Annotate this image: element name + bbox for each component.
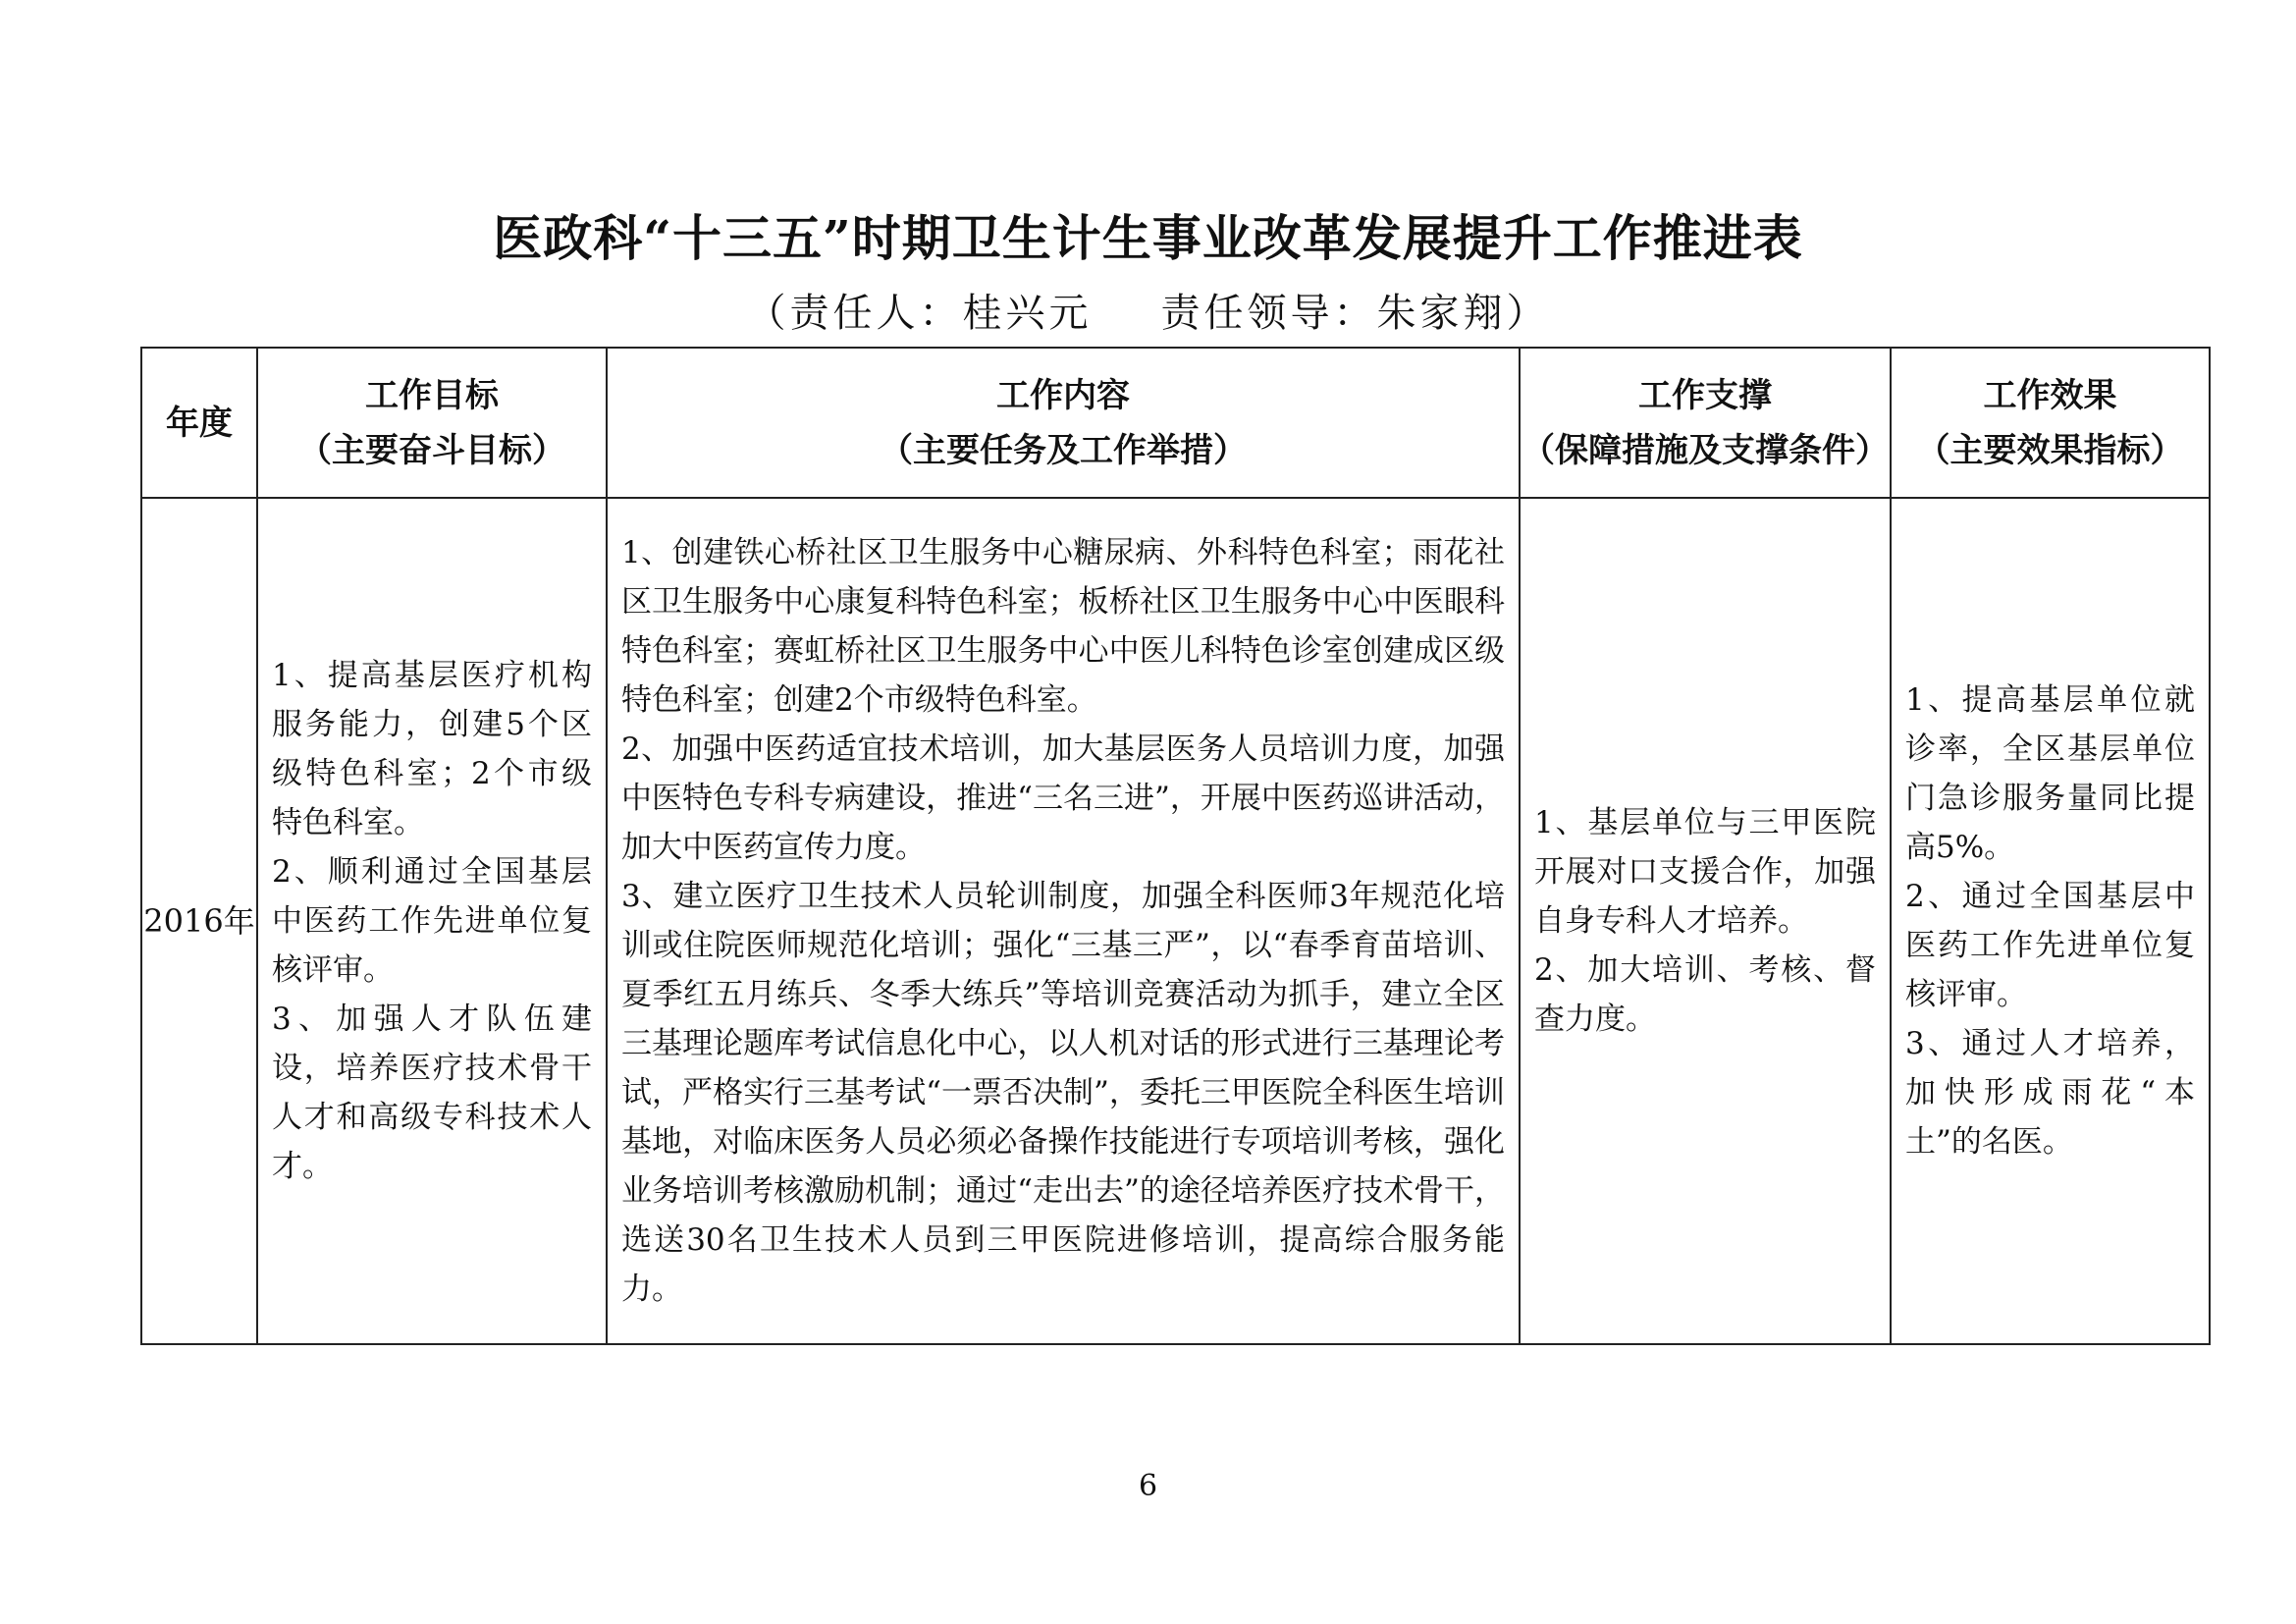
table-row [141,498,2210,1344]
goal-item: 2、顺利通过全国基层中医药工作先进单位复核评审。 [272,854,592,988]
effect-item: 1、提高基层单位就诊率，全区基层单位门急诊服务量同比提高5%。 [1905,682,2195,865]
responsible-leader: 责任领导：朱家翔） [1160,291,1550,336]
content-item: 3、建立医疗卫生技术人员轮训制度，加强全科医师3年规范化培训或住院医师规范化培训；强化“三基三严”，以“春季育苗培训、夏季红五月练兵、冬季大练兵”等培训竞赛活动为抓手，建立全区三基理论题库考试信息化中心，以人机对话的形式进行三基理论考试，严格实行三基考试“一票否决制”，委托三甲医院全科医生培训基地，对临床医务人员必须必备操作技能进行专项培训考核，强化业务培训考核激励机制；通过“走出去”的途径培养医疗技术骨干，选送30名卫生技术人员到三甲医院进修培训，提高综合服务能力。 [621,879,1505,1307]
header-support: 工作支撑 （保障措施及支撑条件） [1520,348,1891,498]
goal-item: 1、提高基层医疗机构服务能力，创建5个区级特色科室；2个市级特色科室。 [272,658,592,840]
support-item: 1、基层单位与三甲医院开展对口支援合作，加强自身专科人才培养。 [1534,805,1876,939]
header-year: 年度 [141,348,257,498]
header-content: 工作内容 （主要任务及工作举措） [607,348,1520,498]
content-item: 1、创建铁心桥社区卫生服务中心糖尿病、外科特色科室；雨花社区卫生服务中心康复科特色科室；板桥社区卫生服务中心中医眼科特色科室；赛虹桥社区卫生服务中心中医儿科特色诊室创建成区级特色科室；创建2个市级特色科室。 [621,535,1505,718]
table-header-row [141,348,2210,498]
cell-effects [1891,498,2210,1344]
header-goals: 工作目标 （主要奋斗目标） [257,348,607,498]
cell-content [607,498,1520,1344]
cell-support [1520,498,1891,1344]
document-title: 医政科“十三五”时期卫生计生事业改革发展提升工作推进表 [493,209,1803,267]
page-number: 6 [1138,1469,1158,1503]
cell-goals [257,498,607,1344]
responsibility-line [0,285,2296,342]
cell-year: 2016年 [141,498,257,1344]
work-plan-table [140,347,2211,1345]
goal-item: 3、加强人才队伍建设，培养医疗技术骨干人才和高级专科技术人才。 [272,1001,592,1184]
effect-item: 3、通过人才培养，加快形成雨花“本土”的名医。 [1905,1026,2195,1160]
responsible-person: （责任人：桂兴元 [746,291,1093,336]
effect-item: 2、通过全国基层中医药工作先进单位复核评审。 [1905,879,2195,1012]
support-item: 2、加大培训、考核、督查力度。 [1534,952,1876,1037]
header-effects: 工作效果 （主要效果指标） [1891,348,2210,498]
content-item: 2、加强中医药适宜技术培训，加大基层医务人员培训力度，加强中医特色专科专病建设，推进“三名三进”，开展中医药巡讲活动，加大中医药宣传力度。 [621,731,1505,865]
